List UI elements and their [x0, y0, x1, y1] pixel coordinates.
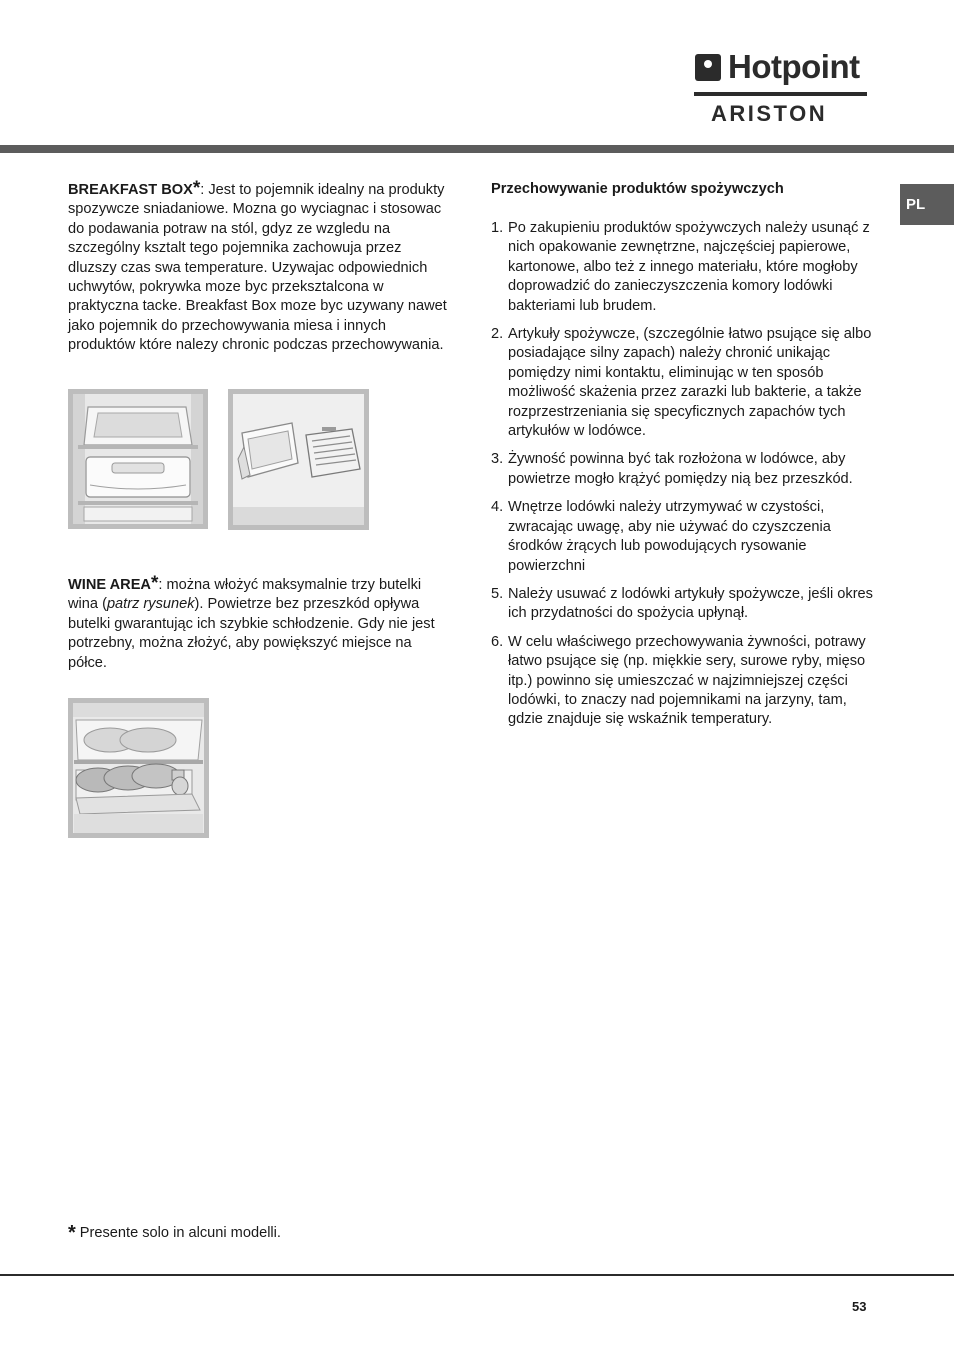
wine-area-figure-reference: patrz rysunek	[106, 596, 195, 613]
storage-instructions-list	[491, 219, 881, 739]
brand-logo	[694, 48, 868, 126]
list-item-number: 3.	[491, 451, 504, 468]
breakfast-box-tray-image	[228, 389, 369, 530]
logo-divider	[694, 92, 867, 96]
list-item-number: 5.	[491, 585, 504, 602]
logo-mark-icon	[695, 54, 721, 81]
list-item-text: Po zakupieniu produktów spożywczych należy usunąć z nich opakowanie zewnętrzne, najczęściej papierowe, kartonowe, albo też z innego materiału, które mogłoby doprowadzić do zanieczyszczenia komory lodówki bakteriami lub brudem.	[508, 220, 870, 314]
storage-section-title: Przechowywanie produktów spożywczych	[491, 181, 784, 197]
logo-sub-text: ARISTON	[711, 101, 828, 126]
list-item-text: Artykuły spożywcze, (szczególnie łatwo psujące się albo posiadające silny zapach) należy chronić unikając pomiędzy nimi kontaktu, eliminując w ten sposób możliwość skażenia przez zarazki lub bakterie, a także rozprzestrzeniania się specyficznych zapachów tych artykułów w lodówce.	[508, 326, 872, 440]
breakfast-box-text: : Jest to pojemnik idealny na produkty spozywcze sniadaniowe. Mozna go wyciagnac i stosowac do podawania potraw na stól, gdyz ze wzgledu na szczególny ksztalt tego pojemnika zachowuja przez dluzszy czas swa temperature. Uzywajac odpowiednich uchwytów, pokrywka moze byc przeksztalcona w praktyczna tacke. Breakfast Box moze byc uzywany nawet jako pojemnik do przechowywania miesa i innych produktów które nalezy chronic podczas przechowywania.	[68, 182, 447, 354]
list-item	[491, 450, 881, 489]
wine-area-heading: WINE AREA	[68, 577, 151, 593]
logo-brand-text: Hotpoint	[728, 48, 860, 85]
list-item	[491, 325, 881, 441]
list-item-number: 4.	[491, 499, 504, 516]
wine-area-image	[68, 698, 209, 838]
footnote-text: Presente solo in alcuni modelli.	[79, 1225, 281, 1241]
list-item-text: Wnętrze lodówki należy utrzymywać w czystości, zwracając uwagę, aby nie używać do czyszczenia środków żrących lub powodujących rysowanie powierzchni	[508, 499, 831, 574]
list-item-text: Należy usuwać z lodówki artykuły spożywcze, jeśli okres ich przydatności do spożycia upłynął.	[508, 585, 873, 622]
footer-rule	[0, 1274, 954, 1276]
footnote	[68, 1222, 281, 1245]
breakfast-box-fridge-image	[68, 389, 208, 529]
list-item-number: 2.	[491, 326, 504, 343]
header-rule	[0, 145, 954, 153]
breakfast-box-paragraph	[68, 178, 448, 356]
wine-area-star: *	[150, 573, 159, 594]
list-item	[491, 585, 881, 624]
list-item-text: Żywność powinna być tak rozłożona w lodówce, aby powietrze mogło krążyć pomiędzy nią bez przeszkód.	[508, 451, 853, 487]
wine-area-text-after: ). Powietrze bez przeszkód opływa butelki gwarantując ich szybkie schłodzenie. Gdy nie jest potrzebny, można złożyć, aby powiększyć miejsce na półce.	[68, 596, 435, 671]
list-item-number: 6.	[491, 633, 504, 650]
footnote-star: *	[68, 1222, 76, 1244]
breakfast-box-star: *	[192, 178, 201, 199]
list-item-text: W celu właściwego przechowywania żywności, potrawy łatwo psujące się (np. miękkie sery, surowe ryby, mięso itp.) powinno się umieszczać w najzimniejszej części lodówki, to znaczy nad pojemnikami na jarzyny, tam, gdzie znajduje się wskaźnik temperatury.	[508, 633, 866, 728]
page-number: 53	[852, 1299, 867, 1314]
list-item-number: 1.	[491, 220, 504, 236]
wine-area-text-before: : można włożyć maksymalnie trzy butelki wina (	[68, 577, 422, 613]
wine-area-paragraph	[68, 573, 448, 673]
list-item	[491, 633, 881, 730]
language-tab: PL	[900, 184, 954, 225]
breakfast-box-heading: BREAKFAST BOX	[68, 182, 193, 198]
list-item	[491, 219, 881, 316]
list-item	[491, 498, 881, 576]
